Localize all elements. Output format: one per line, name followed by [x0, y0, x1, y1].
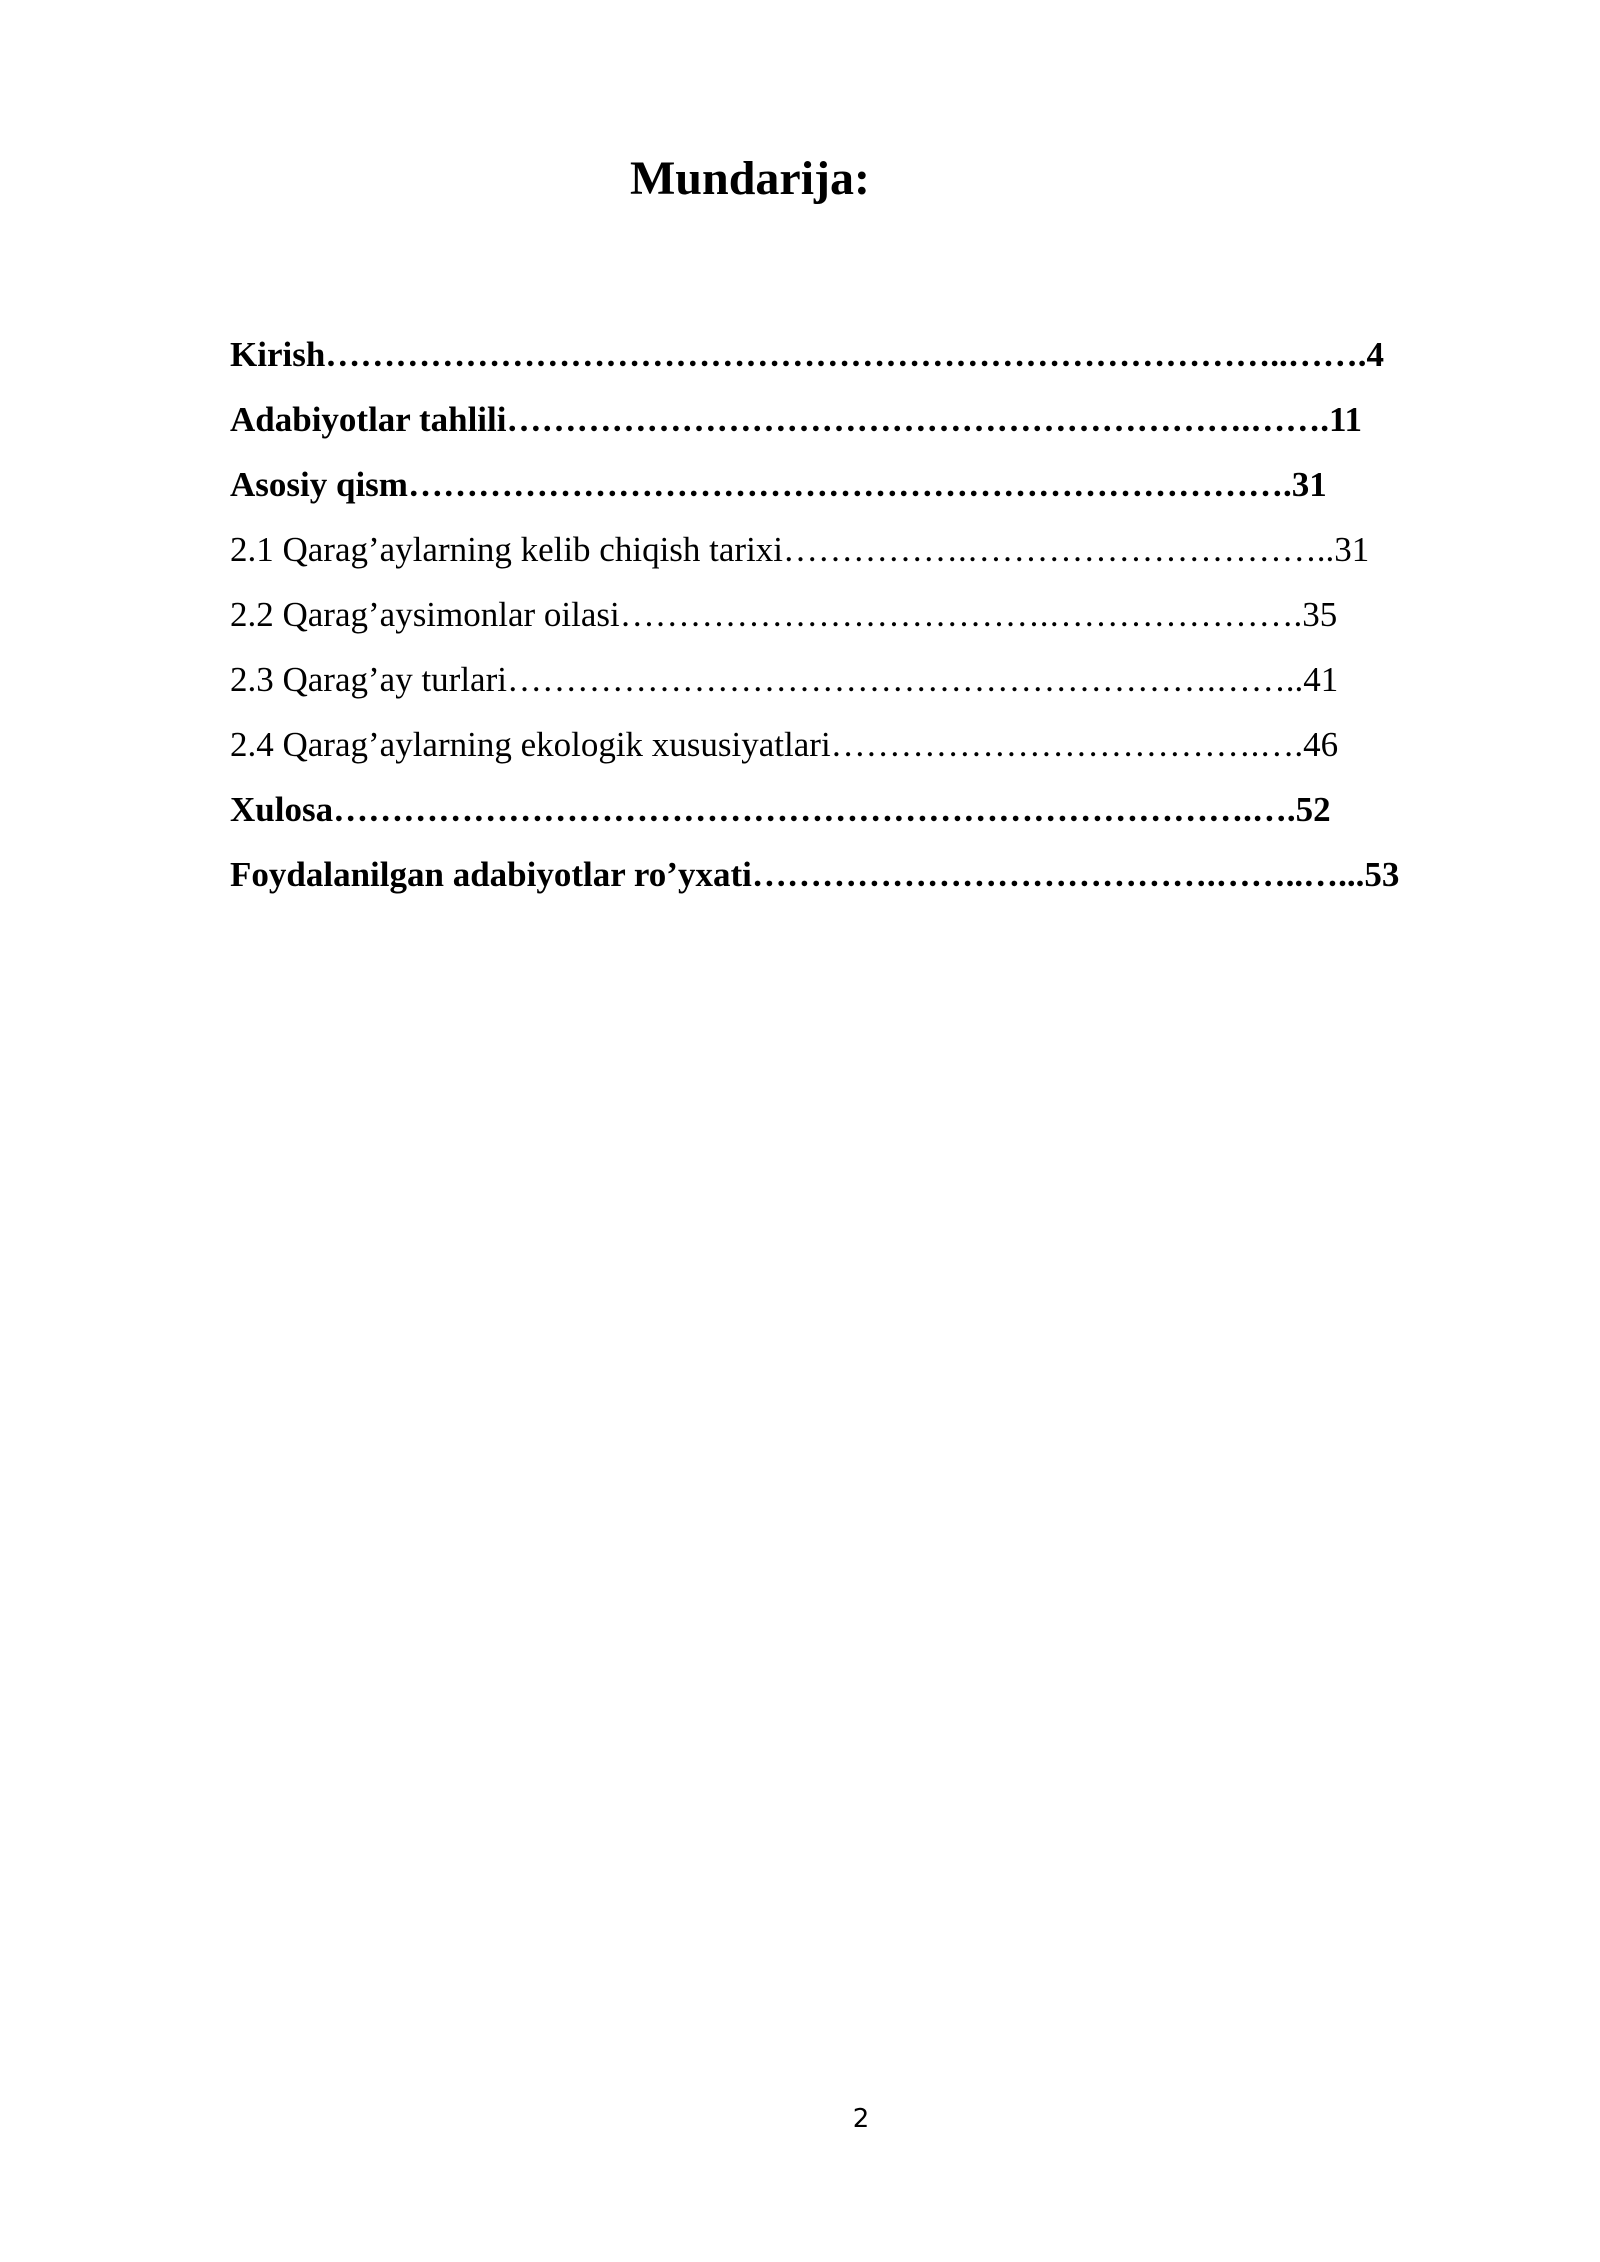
toc-entry-asosiy-qism: Asosiy qism………………………………………………………………….31 [230, 465, 1327, 504]
table-of-contents [230, 322, 1470, 907]
toc-entry-foydalanilgan-adabiyotlar: Foydalanilgan adabiyotlar ro’yxati………………………………….……..…...53 [230, 855, 1400, 894]
page-title: Mundarija: [630, 152, 870, 205]
toc-entry-2-4: 2.4 Qarag’aylarning ekologik xususiyatlari……………………………….….46 [230, 725, 1339, 764]
toc-entry-adabiyotlar-tahlili: Adabiyotlar tahlili……………………………………………………….…….11 [230, 400, 1363, 439]
toc-entry-2-3: 2.3 Qarag’ay turlari…………………………………………………….……..41 [230, 660, 1339, 699]
page-number: 2 [852, 2104, 870, 2134]
toc-entry-kirish: Kirish………………………………………………………………………..…….4 [230, 335, 1385, 374]
toc-entry-xulosa: Xulosa…………………………………………………………………….….52 [230, 790, 1331, 829]
toc-entry-2-1: 2.1 Qarag’aylarning kelib chiqish tarixi…………….…………………………..31 [230, 530, 1370, 569]
toc-entry-2-2: 2.2 Qarag’aysimonlar oilasi……………………………….………………….35 [230, 595, 1338, 634]
